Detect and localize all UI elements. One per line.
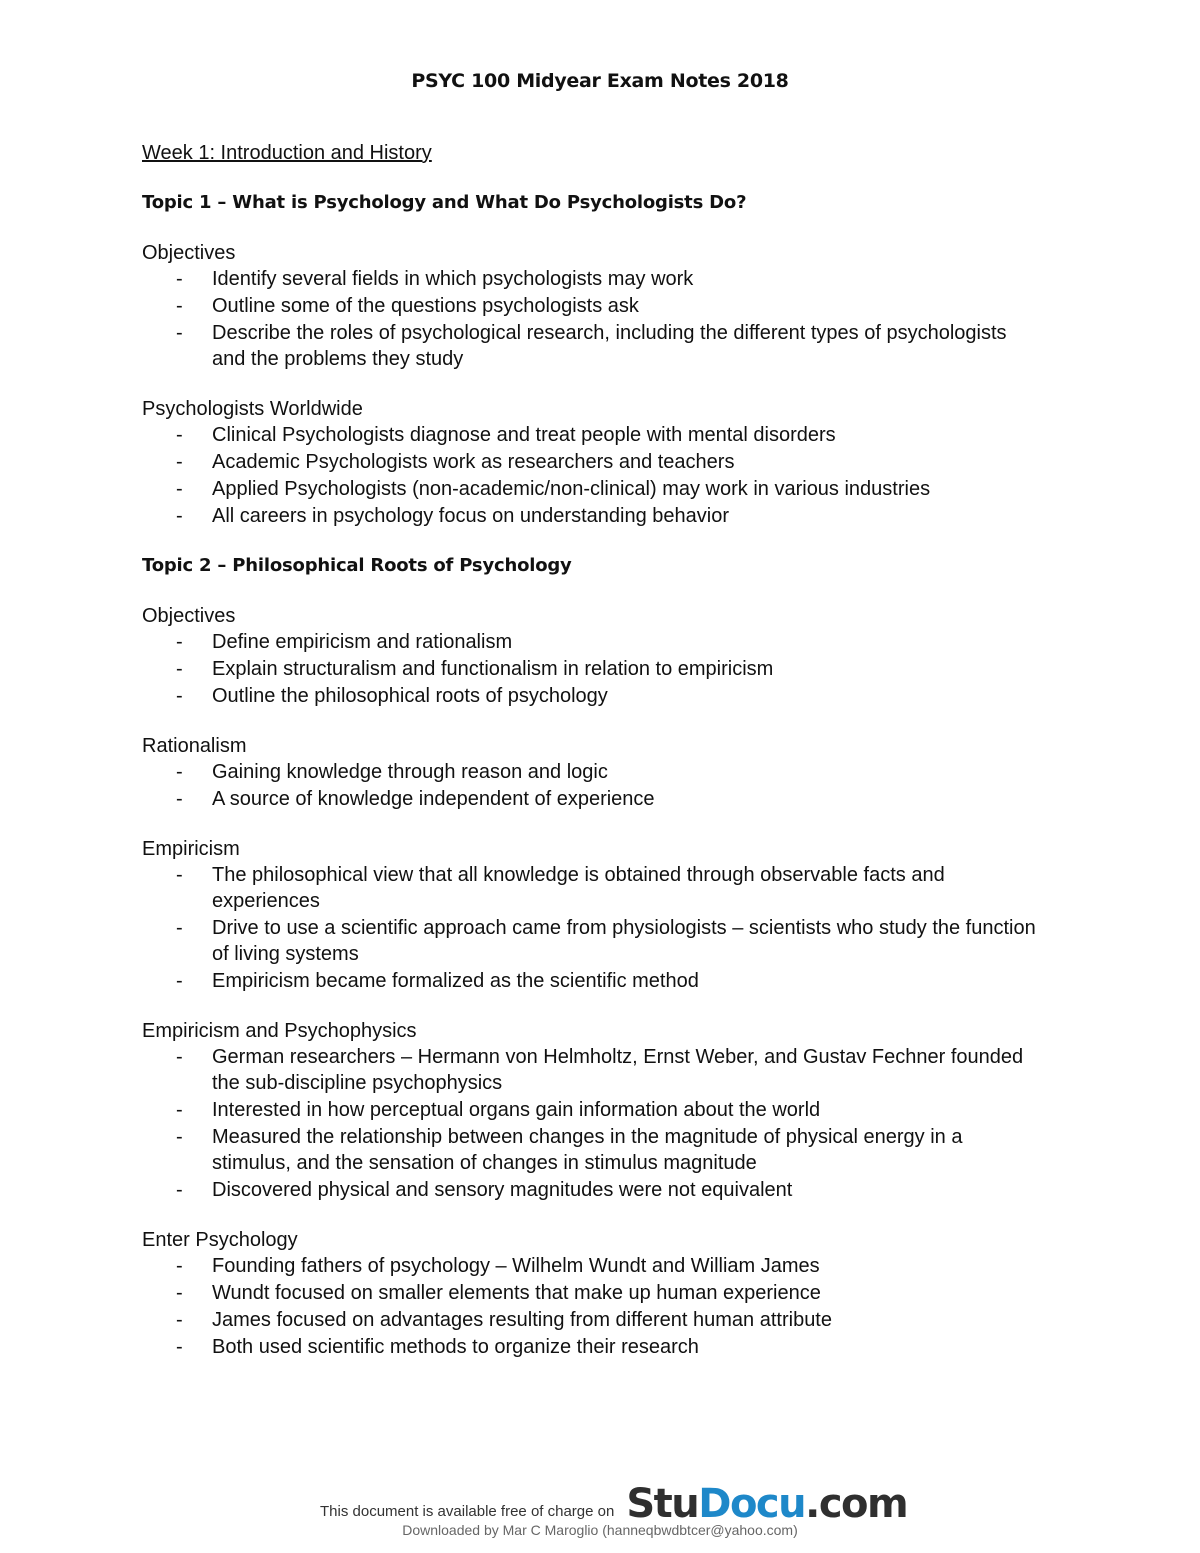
dash-bullet-icon: - [176,1046,183,1068]
section-heading: Psychologists Worldwide [142,398,363,420]
dash-bullet-icon: - [176,1126,183,1148]
dash-bullet-icon: - [176,917,183,939]
dash-bullet-icon: - [176,478,183,500]
studocu-footer [0,1472,1200,1552]
bullet-item [142,266,1042,292]
availability-text: This document is available free of charge on [320,1502,615,1520]
bullet-text: Measured the relationship between changes in the magnitude of physical energy in a stimulus, and the sensation of changes in stimulus magnitude [212,1126,963,1174]
bullet-list [142,266,1042,372]
dash-bullet-icon: - [176,685,183,707]
bullet-item [142,476,1042,502]
bullet-item [142,968,1042,994]
bullet-text: A source of knowledge independent of experience [212,788,655,810]
footer-availability [320,1480,907,1528]
section [142,1018,1042,1203]
section [142,603,1042,709]
bullet-list [142,422,1042,529]
bullet-text: Describe the roles of psychological research, including the different types of psychologists and the problems they study [212,322,1007,370]
dash-bullet-icon: - [176,788,183,810]
bullet-item [142,1044,1042,1096]
bullet-text: Wundt focused on smaller elements that make up human experience [212,1282,821,1304]
bullet-list [142,1044,1042,1203]
dash-bullet-icon: - [176,1309,183,1331]
bullet-item [142,786,1042,812]
bullet-text: Identify several fields in which psychologists may work [212,268,694,290]
section-heading: Empiricism [142,838,240,860]
bullet-list [142,629,1042,709]
downloaded-by-text: Downloaded by Mar C Maroglio (hanneqbwdbtcer@yahoo.com) [402,1522,798,1538]
week-heading: Week 1: Introduction and History [142,142,432,164]
document-body [142,140,1042,1384]
bullet-list [142,759,1042,812]
document-title: PSYC 100 Midyear Exam Notes 2018 [411,70,789,92]
bullet-text: German researchers – Hermann von Helmholtz, Ernst Weber, and Gustav Fechner founded the sub-discipline psychophysics [212,1046,1024,1094]
bullet-text: Drive to use a scientific approach came from physiologists – scientists who study the function of living systems [212,917,1036,965]
section-heading: Objectives [142,242,236,264]
dash-bullet-icon: - [176,658,183,680]
bullet-text: The philosophical view that all knowledge is obtained through observable facts and experiences [212,864,945,912]
dash-bullet-icon: - [176,631,183,653]
bullet-text: Academic Psychologists work as researchers and teachers [212,451,735,473]
dash-bullet-icon: - [176,1255,183,1277]
bullet-text: Gaining knowledge through reason and logic [212,761,608,783]
bullet-item [142,629,1042,655]
bullet-text: Interested in how perceptual organs gain information about the world [212,1099,821,1121]
bullet-item [142,1334,1042,1360]
bullet-text: Both used scientific methods to organize their research [212,1336,699,1358]
bullet-list [142,862,1042,994]
dash-bullet-icon: - [176,970,183,992]
section [142,733,1042,812]
bullet-text: Founding fathers of psychology – Wilhelm Wundt and William James [212,1255,820,1277]
bullet-item [142,862,1042,914]
section-heading: Objectives [142,605,236,627]
dash-bullet-icon: - [176,424,183,446]
dash-bullet-icon: - [176,322,183,344]
bullet-text: All careers in psychology focus on understanding behavior [212,505,729,527]
bullet-item [142,422,1042,448]
bullet-item [142,1177,1042,1203]
section-heading: Empiricism and Psychophysics [142,1020,417,1042]
topic-heading: Topic 1 – What is Psychology and What Do Psychologists Do? [142,192,747,213]
bullet-text: Outline some of the questions psychologists ask [212,295,639,317]
bullet-item [142,320,1042,372]
bullet-text: Outline the philosophical roots of psychology [212,685,608,707]
bullet-item [142,683,1042,709]
bullet-item [142,1307,1042,1333]
dash-bullet-icon: - [176,864,183,886]
dash-bullet-icon: - [176,1099,183,1121]
bullet-text: Discovered physical and sensory magnitudes were not equivalent [212,1179,793,1201]
section [142,240,1042,372]
bullet-text: James focused on advantages resulting from different human attribute [212,1309,832,1331]
bullet-text: Applied Psychologists (non-academic/non-clinical) may work in various industries [212,478,931,500]
dash-bullet-icon: - [176,268,183,290]
bullet-item [142,1097,1042,1123]
dash-bullet-icon: - [176,761,183,783]
section [142,1227,1042,1360]
logo-part-stu: Stu [626,1481,699,1527]
bullet-item [142,503,1042,529]
bullet-item [142,1253,1042,1279]
dash-bullet-icon: - [176,1336,183,1358]
bullet-text: Clinical Psychologists diagnose and treat people with mental disorders [212,424,836,446]
bullet-item [142,656,1042,682]
topic-heading: Topic 2 – Philosophical Roots of Psychology [142,555,572,576]
section [142,836,1042,994]
dash-bullet-icon: - [176,295,183,317]
section-heading: Enter Psychology [142,1229,298,1251]
dash-bullet-icon: - [176,1179,183,1201]
topics-container [142,190,1042,1360]
bullet-item [142,1124,1042,1176]
logo-part-com: .com [805,1481,908,1527]
dash-bullet-icon: - [176,505,183,527]
bullet-item [142,293,1042,319]
bullet-item [142,1280,1042,1306]
bullet-item [142,759,1042,785]
dash-bullet-icon: - [176,1282,183,1304]
bullet-item [142,915,1042,967]
bullet-text: Define empiricism and rationalism [212,631,513,653]
section-heading: Rationalism [142,735,247,757]
logo-part-docu: Docu [698,1481,806,1527]
bullet-item [142,449,1042,475]
section [142,396,1042,529]
studocu-logo[interactable] [626,1480,907,1528]
bullet-list [142,1253,1042,1360]
dash-bullet-icon: - [176,451,183,473]
bullet-text: Explain structuralism and functionalism in relation to empiricism [212,658,774,680]
bullet-text: Empiricism became formalized as the scientific method [212,970,699,992]
